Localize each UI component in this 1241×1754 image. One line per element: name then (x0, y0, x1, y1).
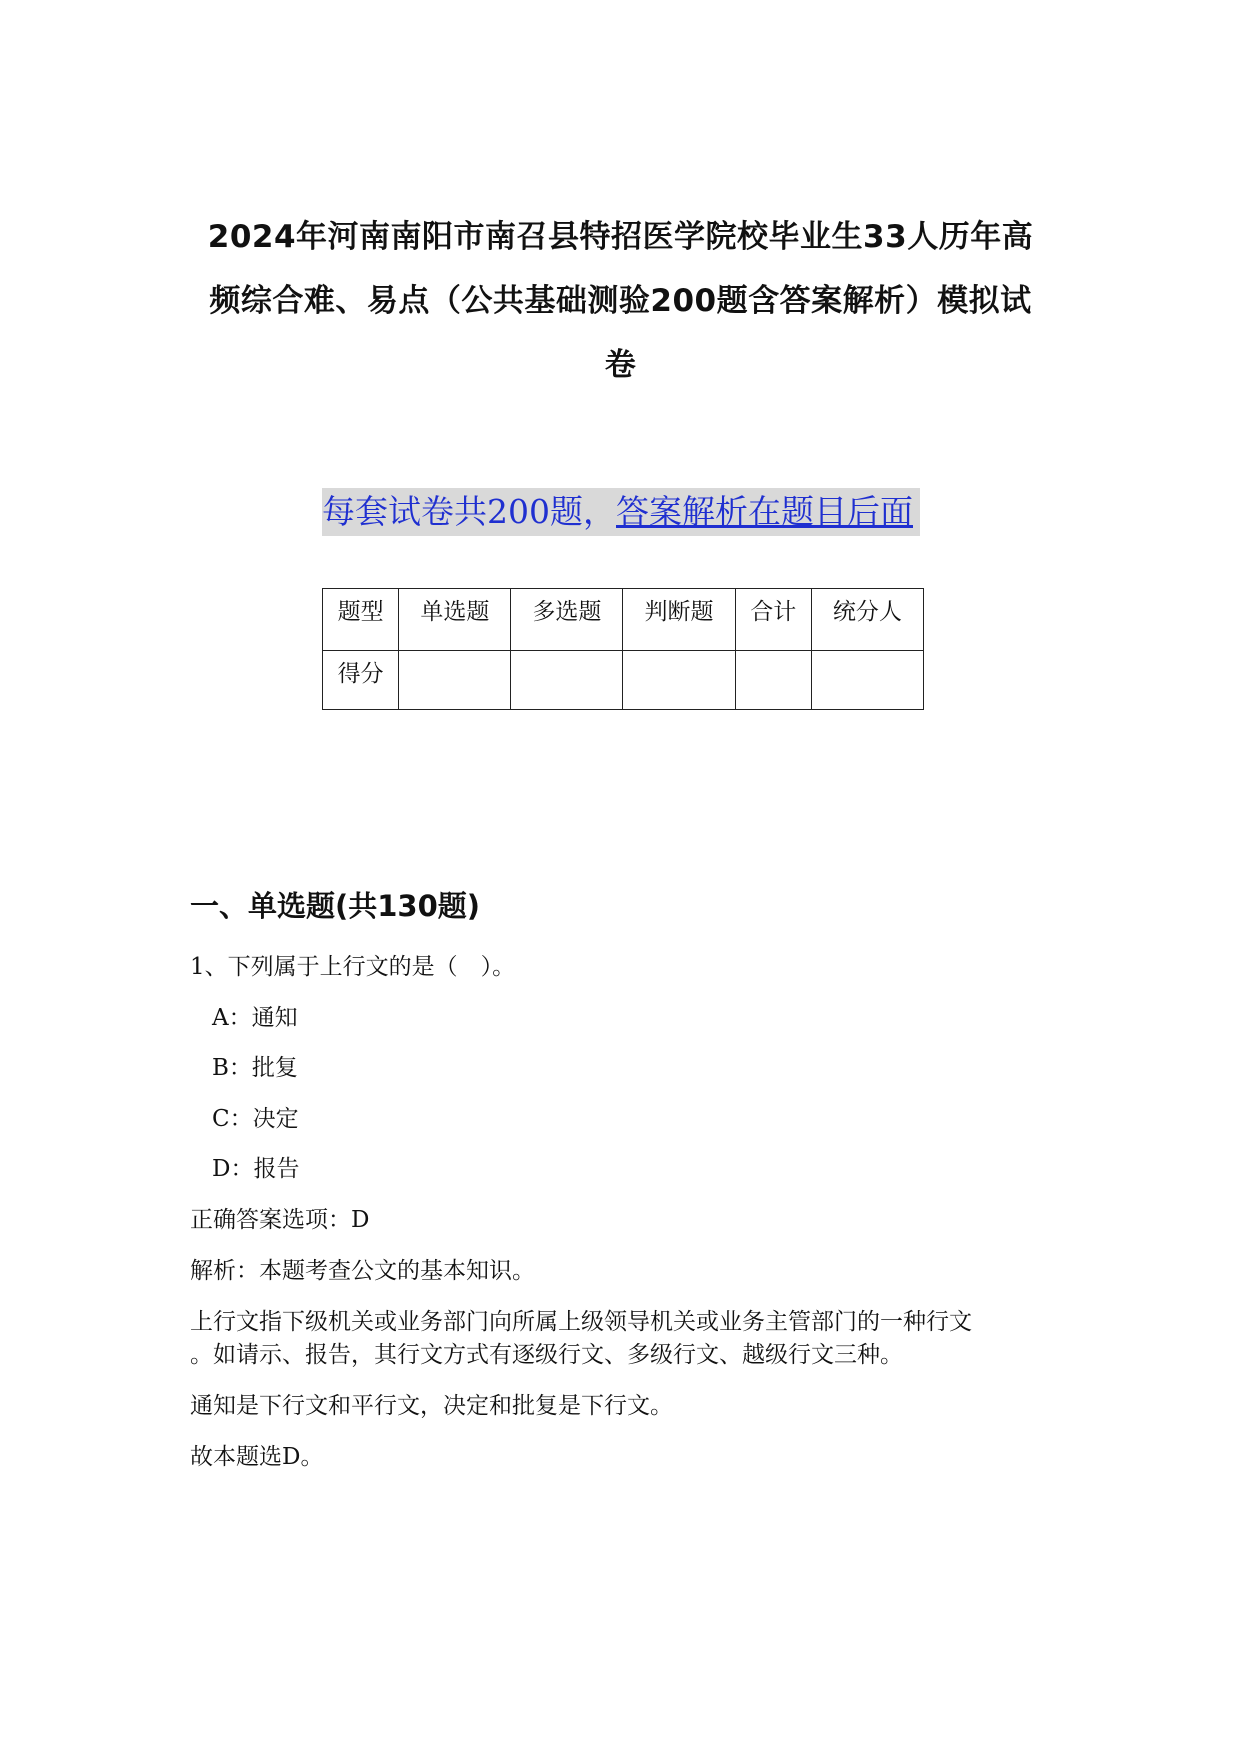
banner-text: 每套试卷共200题， (322, 492, 616, 531)
table-header-row (323, 589, 924, 651)
analysis-line: 通知是下行文和平行文，决定和批复是下行文。 (190, 1393, 673, 1419)
option-b: B：批复 (212, 1055, 298, 1081)
header-cell: 题型 (323, 589, 399, 651)
header-cell: 合计 (735, 589, 811, 651)
answer-line: 正确答案选项：D (190, 1207, 370, 1233)
analysis-line: 上行文指下级机关或业务部门向所属上级领导机关或业务主管部门的一种行文 (190, 1309, 972, 1335)
header-cell: 统分人 (811, 589, 923, 651)
banner-link[interactable]: 答案解析在题目后面 (616, 492, 913, 531)
score-cell[interactable] (623, 651, 735, 710)
option-d: D：报告 (212, 1156, 300, 1182)
score-table (322, 588, 924, 710)
header-cell: 判断题 (623, 589, 735, 651)
page-title (180, 205, 1061, 397)
info-banner (322, 488, 920, 536)
analysis-line: 故本题选D。 (190, 1444, 324, 1470)
table-row (323, 651, 924, 710)
score-cell[interactable] (735, 651, 811, 710)
score-cell[interactable] (399, 651, 511, 710)
option-c: C：决定 (212, 1106, 299, 1132)
score-cell[interactable] (811, 651, 923, 710)
analysis-line: 。如请示、报告，其行文方式有逐级行文、多级行文、越级行文三种。 (190, 1342, 903, 1368)
title-line-1: 2024年河南南阳市南召县特招医学院校毕业生33人历年高 (207, 219, 1034, 255)
row-label-cell: 得分 (323, 651, 399, 710)
title-line-2: 频综合难、易点（公共基础测验200题含答案解析）模拟试 (209, 283, 1032, 319)
question-stem: 1、下列属于上行文的是（ ）。 (190, 954, 516, 980)
score-cell[interactable] (511, 651, 623, 710)
header-cell: 单选题 (399, 589, 511, 651)
analysis-line: 解析：本题考查公文的基本知识。 (190, 1258, 535, 1284)
header-cell: 多选题 (511, 589, 623, 651)
option-a: A：通知 (212, 1005, 298, 1031)
section-heading: 一、单选题(共130题) (190, 889, 481, 923)
title-line-3: 卷 (604, 347, 637, 383)
